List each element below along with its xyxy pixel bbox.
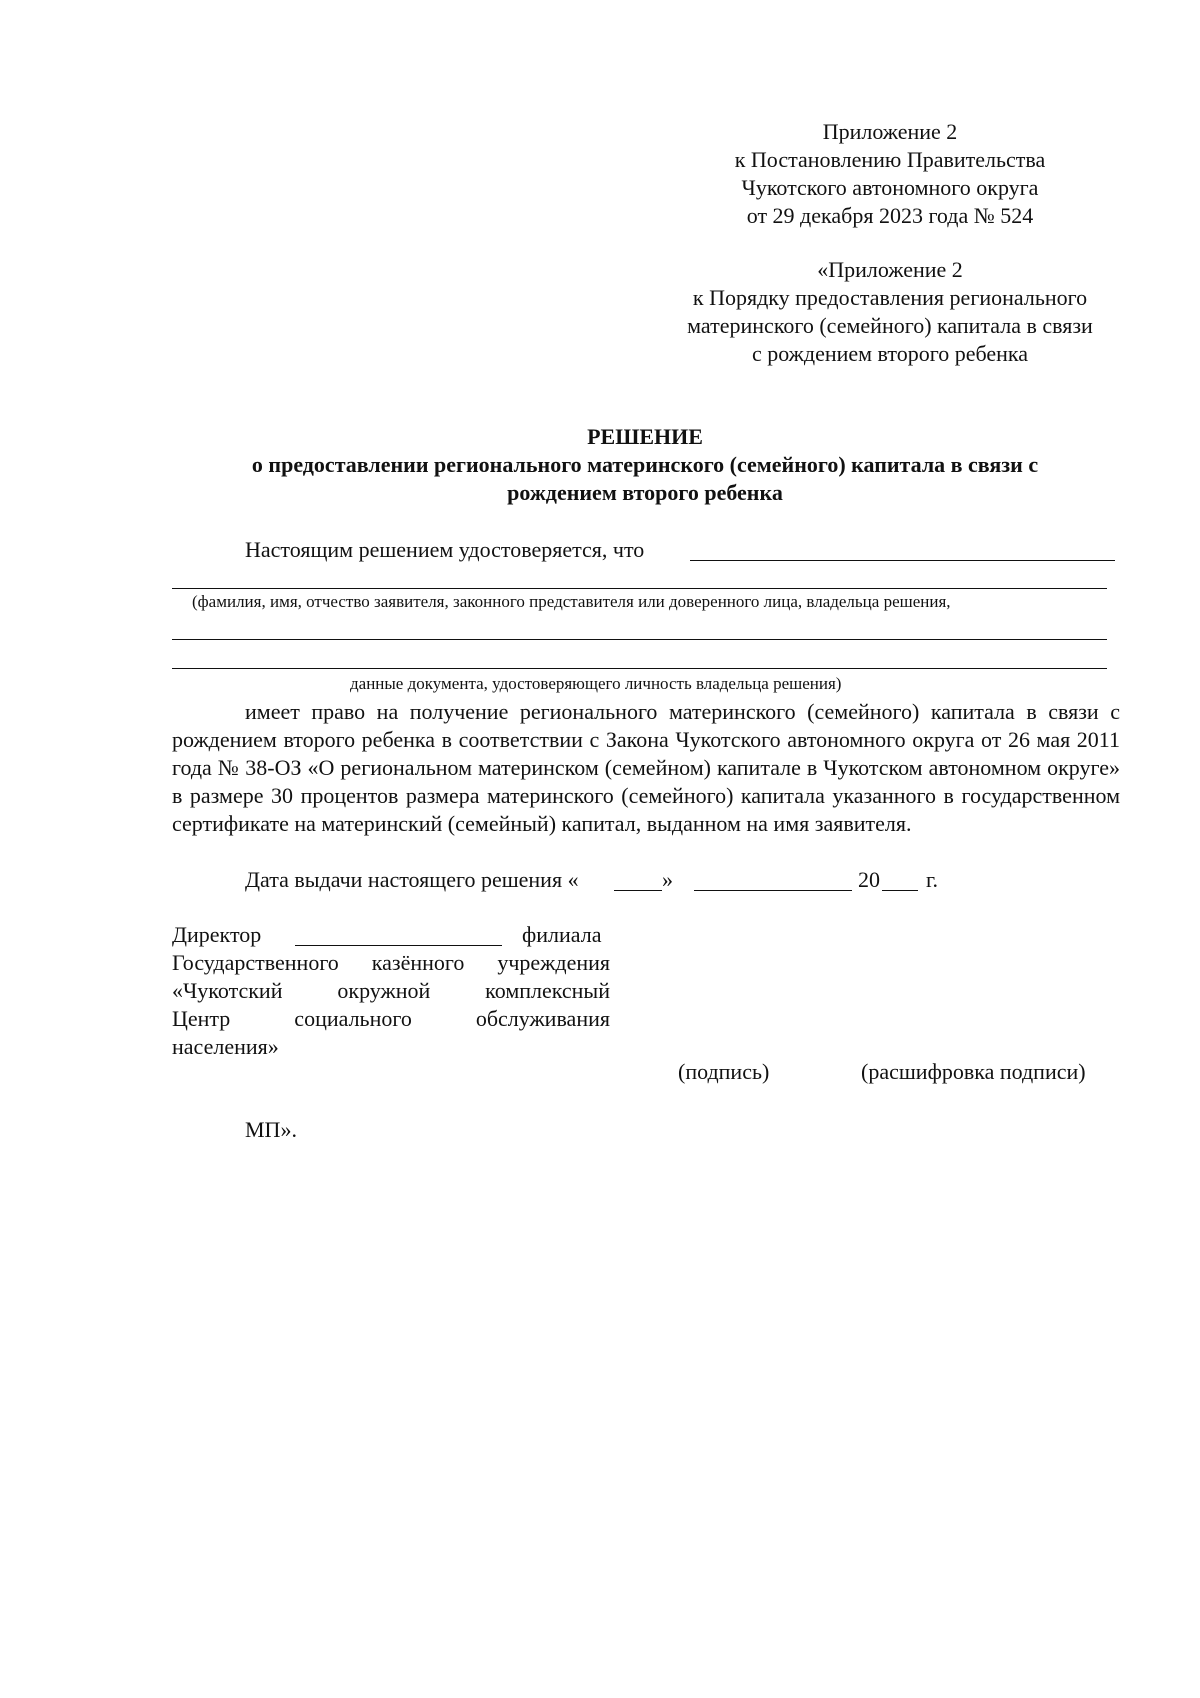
institution-line: населения» xyxy=(172,1034,279,1059)
signature-caption: (подпись) xyxy=(678,1059,770,1084)
decision-title: РЕШЕНИЕ xyxy=(587,424,703,449)
appendix-line: к Постановлению Правительства xyxy=(734,147,1046,172)
owner-caption: (фамилия, имя, отчество заявителя, законного представителя или доверенного лица, владельца решения, xyxy=(192,592,951,611)
appendix-procedure-reference xyxy=(655,256,1125,368)
appendix-line: к Порядку предоставления регионального xyxy=(692,285,1088,310)
decision-subtitle-line2: рождением второго ребенка xyxy=(507,480,783,505)
owner-details-blank-line3[interactable] xyxy=(172,639,1107,640)
issue-date-label: Дата выдачи настоящего решения « xyxy=(245,867,579,892)
institution-line: «Чукотский окружной комплексный xyxy=(172,978,610,1003)
issue-day-close-quote: » xyxy=(662,867,673,892)
stamp-place: МП». xyxy=(245,1117,297,1142)
institution-name xyxy=(172,949,610,1061)
appendix-reference xyxy=(700,118,1080,230)
signature-decoding-caption: (расшифровка подписи) xyxy=(861,1059,1086,1084)
branch-label: филиала xyxy=(522,922,602,947)
issue-day-blank[interactable] xyxy=(614,890,662,891)
issue-year-prefix: 20 xyxy=(858,867,880,892)
appendix-line: Чукотского автономного округа xyxy=(741,175,1039,200)
certify-intro: Настоящим решением удостоверяется, что xyxy=(245,537,645,562)
institution-line: Центр социального обслуживания xyxy=(172,1006,610,1031)
entitlement-paragraph: имеет право на получение регионального материнского (семейного) капитала в связи с рождением второго ребенка в соответствии с Закона Чукотского автономного округа от 26 мая 2011 года № 38-ОЗ «О региональном материнском (семейном) капитале в Чукотском автономном округе» в размере 30 процентов размера материнского (семейного) капитала указанного в государственном сертификате на материнский (семейный) капитал, выданном на имя заявителя. xyxy=(172,699,1120,836)
decision-subtitle-line1: о предоставлении регионального материнского (семейного) капитала в связи с xyxy=(251,452,1039,477)
issue-year-suffix: г. xyxy=(926,867,939,892)
institution-line: Государственного казённого учреждения xyxy=(172,950,610,975)
appendix-line: материнского (семейного) капитала в связи xyxy=(687,313,1093,338)
document-caption: данные документа, удостоверяющего личность владельца решения) xyxy=(350,674,842,693)
owner-name-blank-line2[interactable] xyxy=(172,588,1107,589)
owner-name-blank[interactable] xyxy=(690,560,1115,561)
appendix-line: с рождением второго ребенка xyxy=(751,341,1029,366)
appendix-line: «Приложение 2 xyxy=(817,257,963,282)
issue-year-blank[interactable] xyxy=(882,890,918,891)
owner-details-blank-line4[interactable] xyxy=(172,668,1107,669)
branch-name-blank[interactable] xyxy=(295,945,502,946)
issue-month-blank[interactable] xyxy=(694,890,852,891)
appendix-line: Приложение 2 xyxy=(822,119,958,144)
director-label: Директор xyxy=(172,922,262,947)
appendix-line: от 29 декабря 2023 года № 524 xyxy=(746,203,1034,228)
